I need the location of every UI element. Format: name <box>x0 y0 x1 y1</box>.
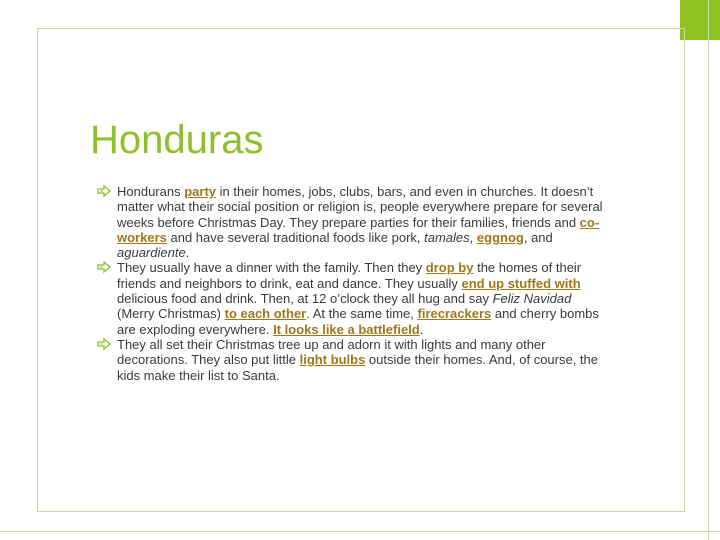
arrow-bullet-icon <box>97 337 111 351</box>
bullet-item <box>97 184 609 260</box>
bullet-list <box>97 184 609 383</box>
arrow-bullet-icon <box>97 184 111 198</box>
italic-term: Feliz Navidad <box>492 291 572 307</box>
bullet-text: , <box>469 229 477 245</box>
vocab-link[interactable]: end up stuffed with <box>461 275 581 291</box>
frame-line-right <box>708 0 709 540</box>
bullet-text: outside their homes. And, of course, the kids make their list to Santa. <box>117 352 599 383</box>
vocab-link[interactable]: drop by <box>425 260 474 276</box>
vocab-link[interactable]: to each other <box>224 306 307 322</box>
bullet-text: (Merry Christmas) <box>117 306 225 322</box>
bullet-text: and have several traditional foods like pork, <box>166 229 425 245</box>
bullet-text: , and <box>523 229 553 245</box>
italic-term: tamales <box>424 229 470 245</box>
slide-title: Honduras <box>90 118 264 162</box>
vocab-link[interactable]: light bulbs <box>299 352 366 368</box>
vocab-link[interactable]: firecrackers <box>417 306 492 322</box>
bullet-text: They all set their Christmas tree up and adorn it with lights and many other decorations. They also put little <box>117 336 546 368</box>
bullet-text: in their homes, jobs, clubs, bars, and even in churches. It doesn’t matter what their social position or religion is, people everywhere prepare for several weeks before Christmas Day. They prepare parties for their families, friends and <box>117 184 603 230</box>
bullet-text: Hondurans <box>117 184 185 199</box>
bullet-item <box>97 337 609 383</box>
bullet-text: delicious food and drink. Then, at 12 o’clock they all hug and say <box>117 291 493 307</box>
vocab-link[interactable]: eggnog <box>476 229 524 245</box>
vocab-link[interactable]: party <box>184 184 217 199</box>
vocab-link[interactable]: It looks like a battlefield <box>273 321 420 337</box>
bullet-text: . At the same time, <box>306 306 418 322</box>
bullet-item <box>97 260 609 336</box>
italic-term: aguardiente <box>117 245 186 261</box>
accent-square <box>680 0 720 40</box>
bullet-text: . <box>185 245 190 261</box>
frame-line-bottom <box>0 531 720 532</box>
arrow-bullet-icon <box>97 260 111 274</box>
bullet-text: the homes of their friends and neighbors to drink, eat and dance. They usually <box>117 260 582 291</box>
bullet-text: They usually have a dinner with the family. Then they <box>117 260 426 276</box>
vocab-link[interactable]: co-workers <box>117 214 600 245</box>
bullet-text: and cherry bombs are exploding everywhere. <box>117 306 599 337</box>
bullet-text: . <box>419 321 424 337</box>
